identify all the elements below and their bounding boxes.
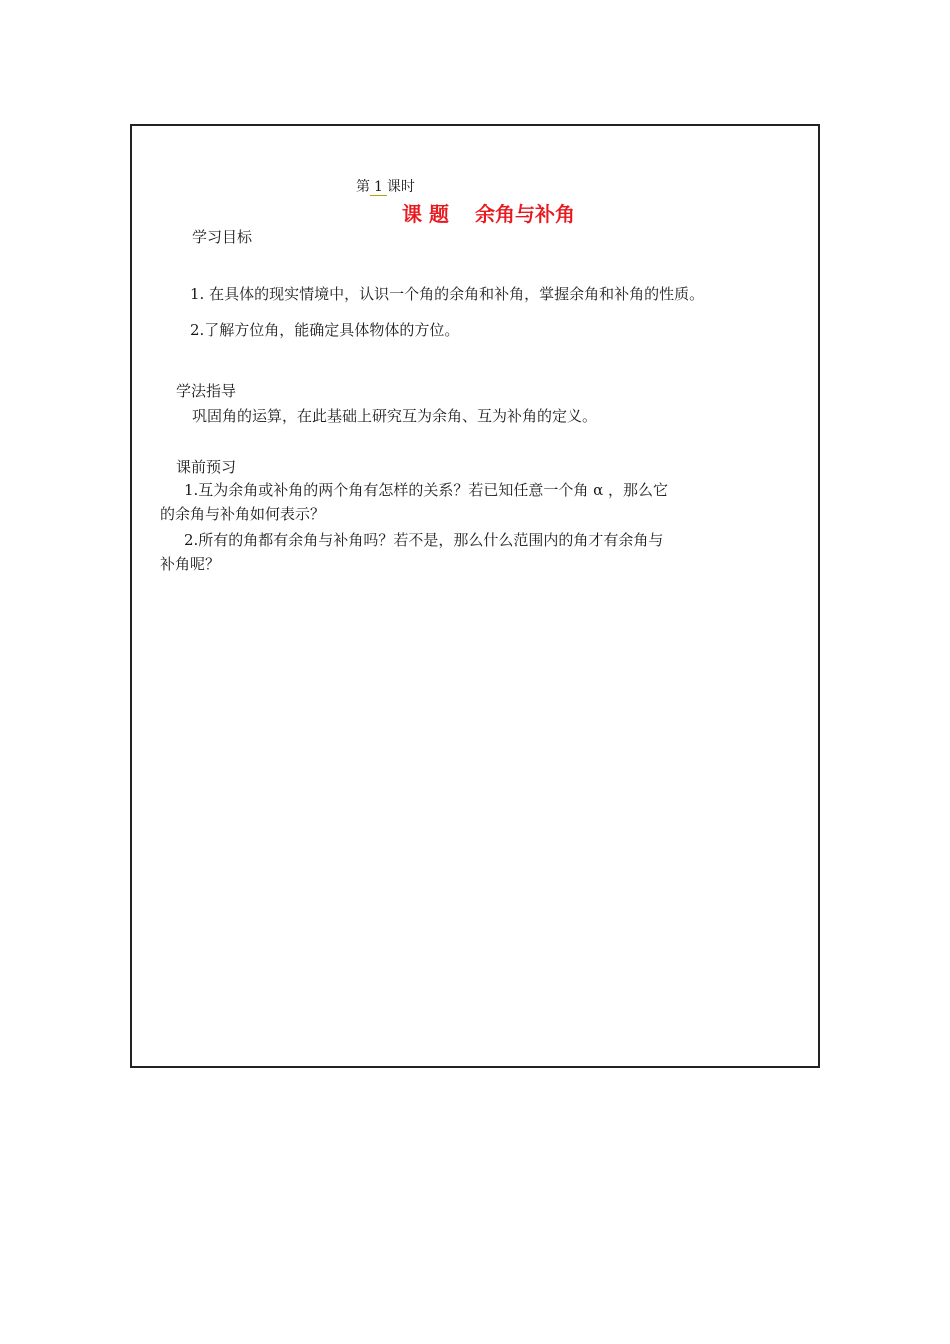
- preview-question-cont: 补角呢？: [160, 555, 221, 573]
- page-title: [402, 198, 575, 227]
- lesson-frame: [130, 124, 820, 1068]
- objectives-heading: 学习目标: [192, 228, 253, 246]
- title-label: 课 题: [402, 202, 449, 226]
- preview-question: 2.所有的角都有余角与补角吗？若不是，那么什么范围内的角才有余角与: [184, 531, 664, 549]
- preview-heading: 课前预习: [176, 458, 237, 476]
- lesson-prefix: 第: [356, 179, 370, 195]
- preview-question-cont: 的余角与补角如何表示？: [160, 505, 326, 523]
- objective-item: 1. 在具体的现实情境中，认识一个角的余角和补角，掌握余角和补角的性质。: [190, 285, 705, 303]
- preview-question: 1.互为余角或补角的两个角有怎样的关系？若已知任意一个角 α ，那么它: [184, 481, 668, 499]
- lesson-suffix: 课时: [386, 179, 415, 195]
- lesson-number: 1: [370, 179, 387, 196]
- title-topic: 余角与补角: [474, 202, 575, 226]
- lesson-number-line: [356, 176, 415, 196]
- method-heading: 学法指导: [176, 382, 237, 400]
- method-text: 巩固角的运算，在此基础上研究互为余角、互为补角的定义。: [192, 407, 598, 425]
- objective-item: 2.了解方位角，能确定具体物体的方位。: [190, 321, 460, 339]
